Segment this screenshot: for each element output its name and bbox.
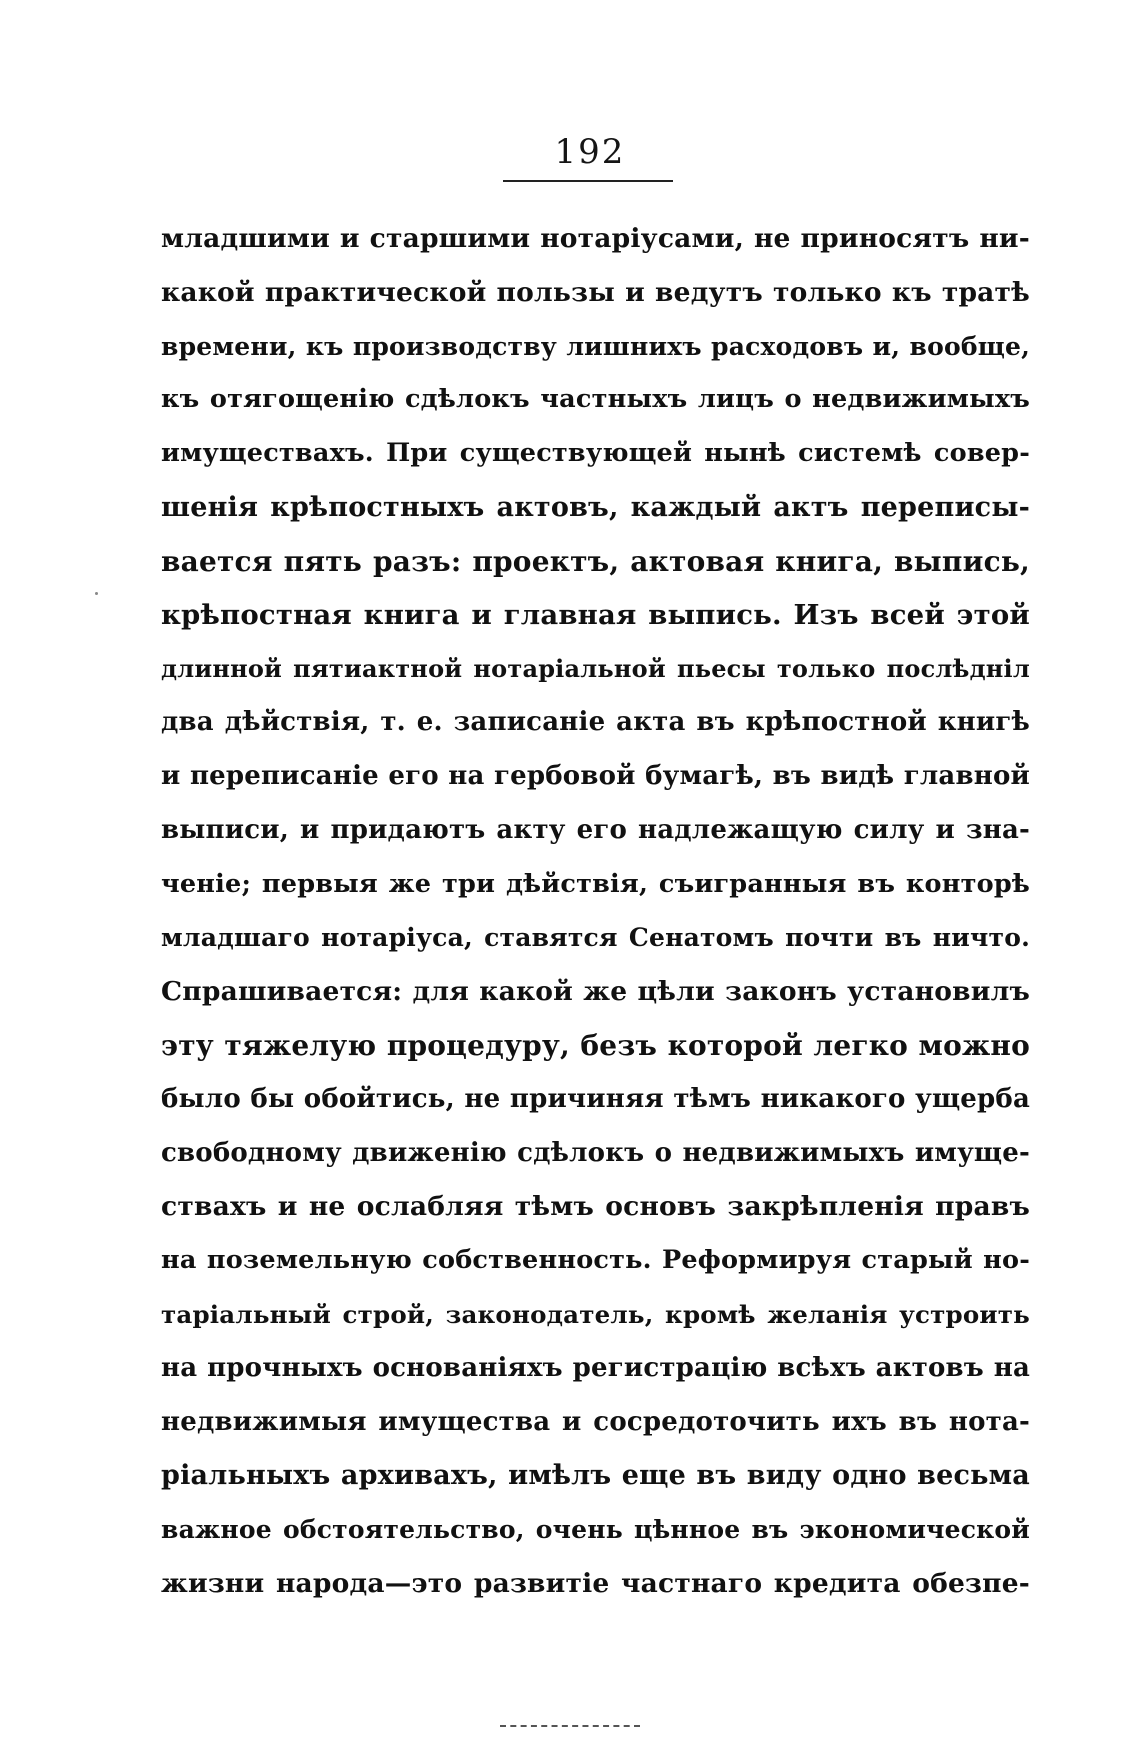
margin-speck bbox=[95, 592, 98, 595]
text-line: длинной пятиактной нотаріальной пьесы только послѣдніл bbox=[161, 654, 1030, 684]
text-line: младшими и старшими нотаріусами, не приносятъ ни- bbox=[161, 223, 1030, 254]
text-line: младшаго нотаріуса, ставятся Сенатомъ почти въ ничто. bbox=[161, 923, 1030, 953]
text-line: Спрашивается: для какой же цѣли законъ установилъ bbox=[161, 976, 1030, 1008]
text-line: къ отягощенію сдѣлокъ частныхъ лицъ о недвижимыхъ bbox=[161, 384, 1030, 415]
text-line: два дѣйствія, т. е. записаніе акта въ крѣпостной книгѣ bbox=[161, 707, 1030, 738]
page-number: 192 bbox=[554, 132, 626, 172]
text-line: времени, къ производству лишнихъ расходовъ и, вообще, bbox=[161, 331, 1030, 361]
text-line: важное обстоятельство, очень цѣнное въ экономической bbox=[161, 1515, 1030, 1545]
text-line: на прочныхъ основаніяхъ регистрацію всѣхъ актовъ на bbox=[161, 1352, 1030, 1383]
text-line: ченіе; первыя же три дѣйствія, съигранныя въ конторѣ bbox=[161, 868, 1030, 899]
body-text bbox=[161, 212, 1030, 1611]
header-rule bbox=[503, 180, 673, 182]
text-line: крѣпостная книга и главная выпись. Изъ всей этой bbox=[161, 598, 1030, 631]
text-line: имуществахъ. При существующей нынѣ системѣ совер- bbox=[161, 438, 1030, 469]
text-line: жизни народа—это развитіе частнаго кредита обезпе- bbox=[161, 1567, 1030, 1599]
text-line: эту тяжелую процедуру, безъ которой легко можно bbox=[161, 1028, 1030, 1062]
text-line: ріальныхъ архивахъ, имѣлъ еще въ виду одно весьма bbox=[161, 1460, 1030, 1492]
text-line: какой практической пользы и ведутъ только къ тратѣ bbox=[161, 276, 1030, 308]
text-line: таріальный строй, законодатель, кромѣ желанія устроить bbox=[161, 1299, 1030, 1329]
text-line: и переписаніе его на гербовой бумагѣ, въ видѣ главной bbox=[161, 760, 1030, 791]
text-line: недвижимыя имущества и сосредоточить ихъ въ нота- bbox=[161, 1406, 1030, 1437]
footer-printer-mark bbox=[500, 1725, 640, 1729]
text-line: выписи, и придаютъ акту его надлежащую силу и зна- bbox=[161, 814, 1030, 845]
text-line: на поземельную собственность. Реформируя старый но- bbox=[161, 1245, 1030, 1276]
text-line: шенія крѣпостныхъ актовъ, каждый актъ переписы- bbox=[161, 491, 1030, 523]
text-line: было бы обойтись, не причиняя тѣмъ никакого ущерба bbox=[161, 1083, 1030, 1114]
text-line: свободному движенію сдѣлокъ о недвижимыхъ имуще- bbox=[161, 1137, 1030, 1168]
text-line: ствахъ и не ослабляя тѣмъ основъ закрѣпленія правъ bbox=[161, 1191, 1030, 1223]
text-line: вается пять разъ: проектъ, актовая книга, выпись, bbox=[161, 544, 1030, 578]
